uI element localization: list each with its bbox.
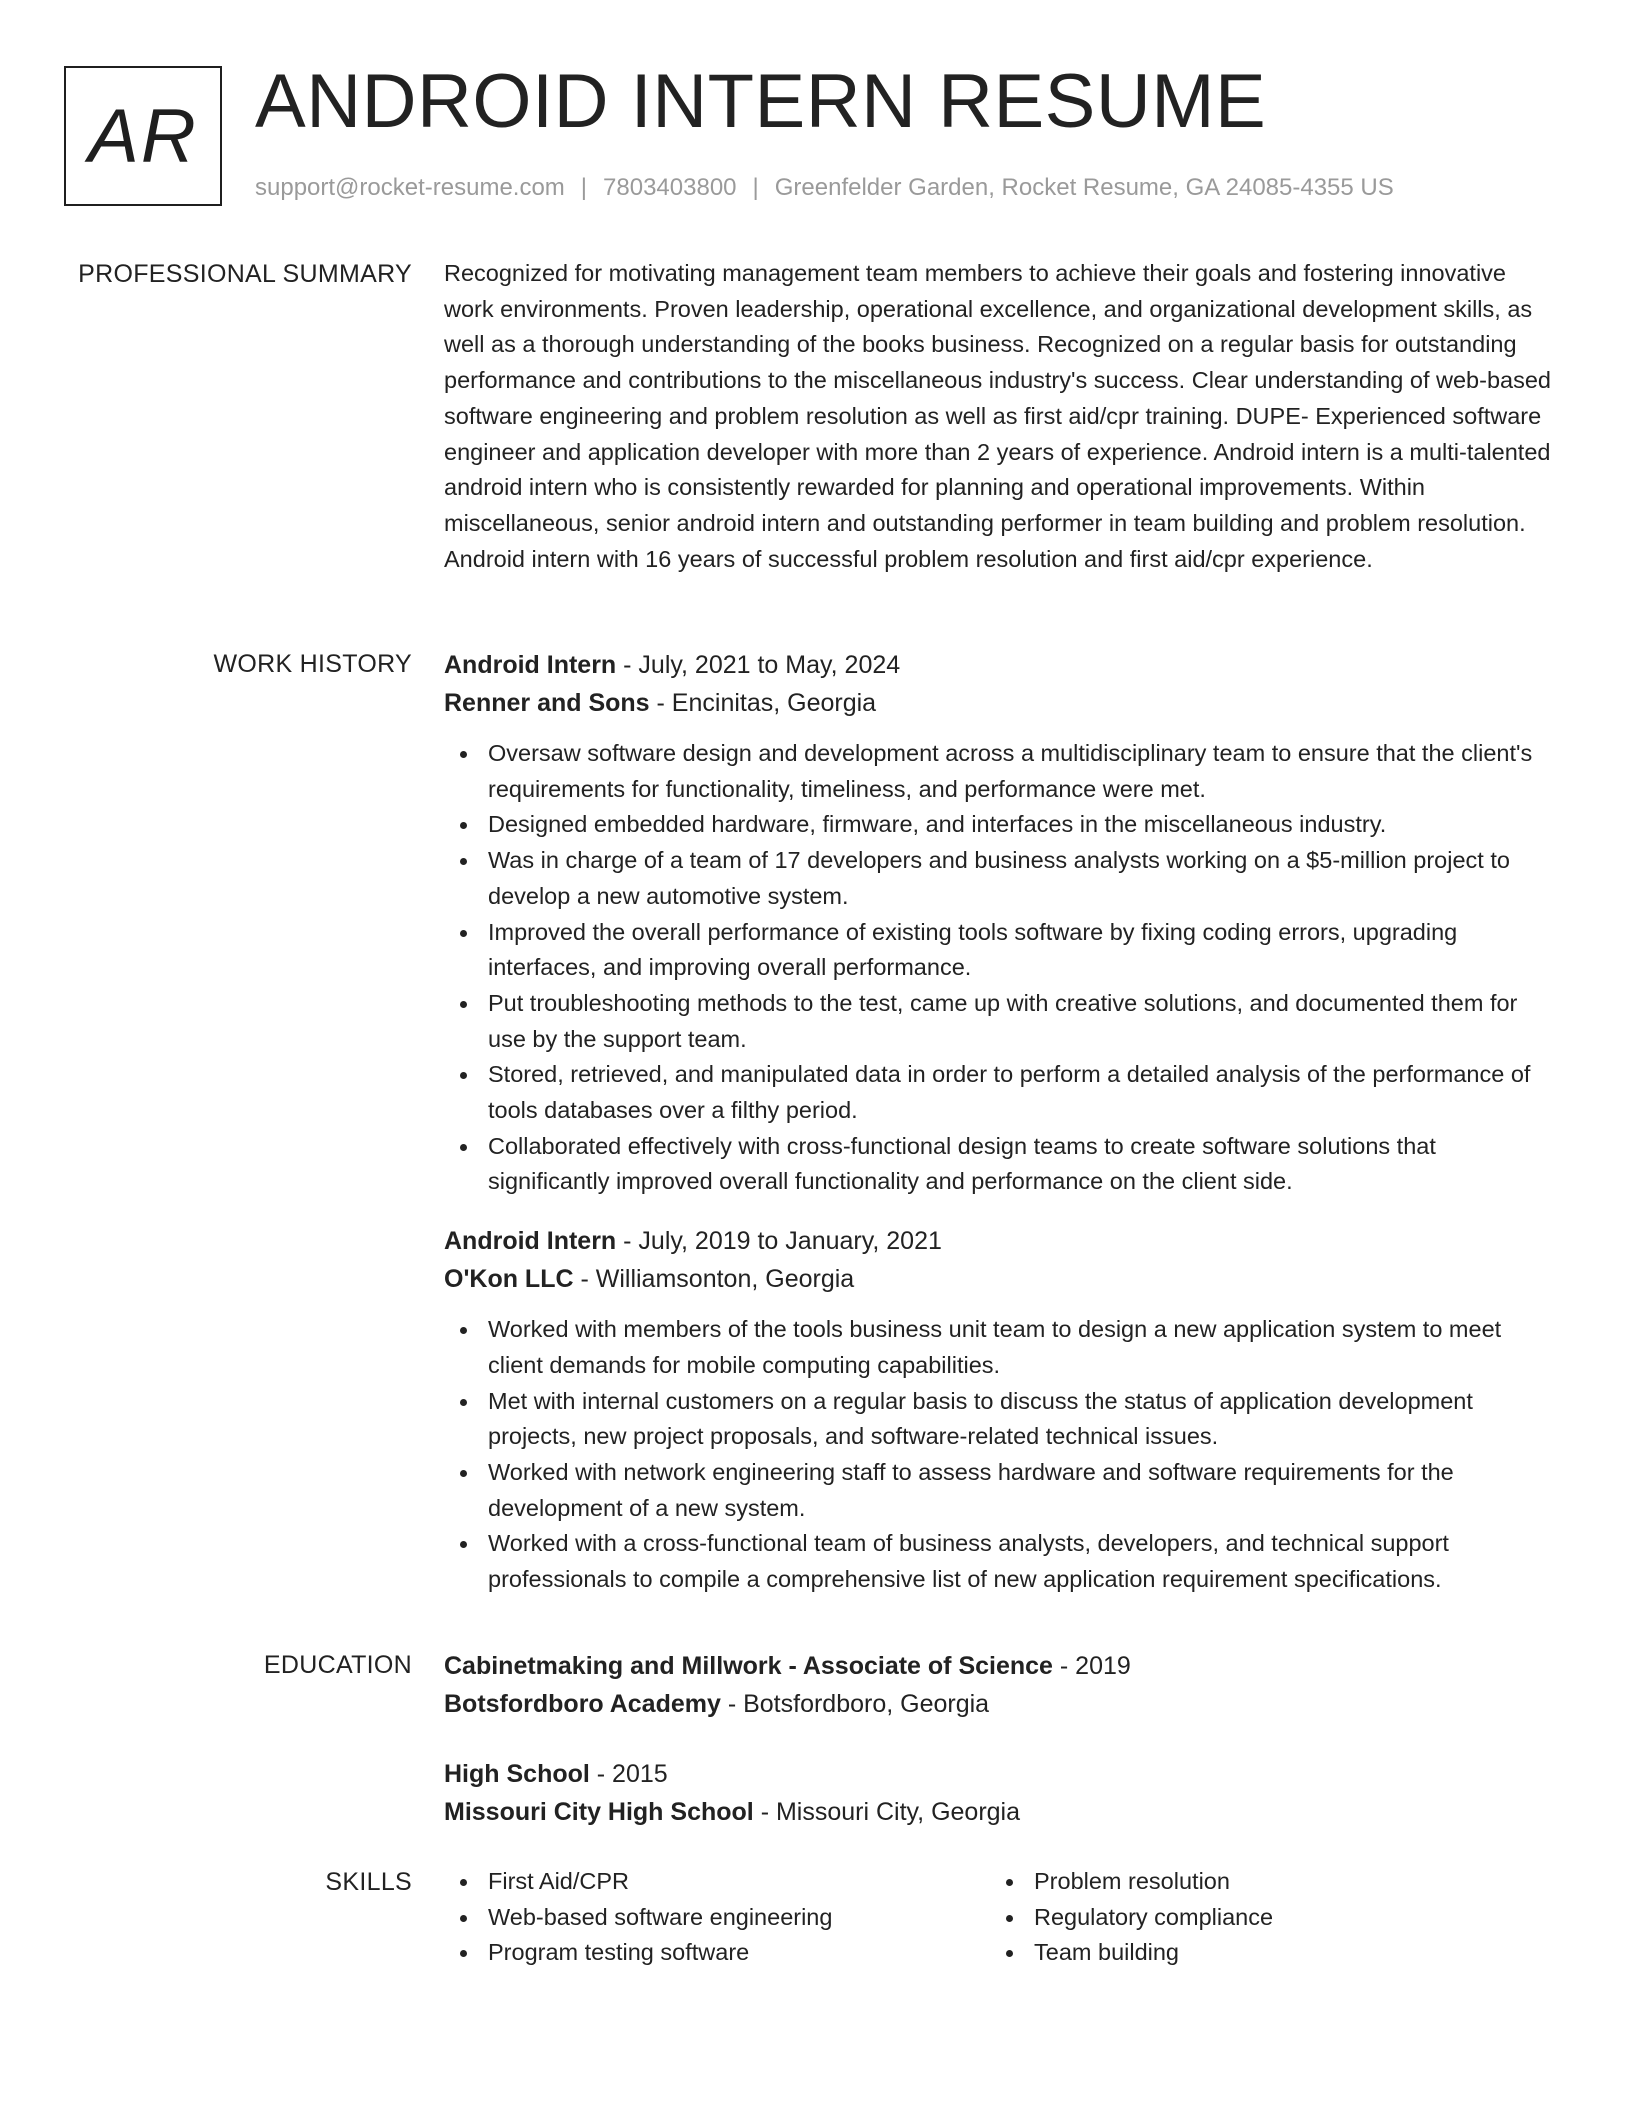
skills-list-right [990, 1864, 1536, 1971]
job-duty-item: Worked with network engineering staff to assess hardware and software requirements for the development of a new system. [444, 1455, 1556, 1526]
job-duty-item: Met with internal customers on a regular basis to discuss the status of application development projects, new project proposals, and software-related technical issues. [444, 1384, 1556, 1455]
job-title-line [444, 1222, 1556, 1260]
education-year: - 2019 [1052, 1652, 1131, 1680]
section-heading-summary: PROFESSIONAL SUMMARY [78, 260, 412, 288]
monogram-badge [64, 66, 222, 206]
work-history-body [444, 646, 1556, 1598]
job-duties-list [444, 736, 1556, 1200]
education-school-line [444, 1793, 1556, 1831]
education-degree: Cabinetmaking and Millwork - Associate of Science [444, 1652, 1053, 1680]
job-location: - Williamsonton, Georgia [573, 1265, 855, 1294]
job-company-line [444, 1260, 1556, 1298]
job-dates: - July, 2019 to January, 2021 [616, 1227, 942, 1256]
skill-item: Regulatory compliance [990, 1900, 1536, 1936]
summary-text: Recognized for motivating management team members to achieve their goals and fostering innovative work environments. Proven leadership, operational excellence, and organizational development skills, as well as a thorough understanding of the books business. Recognized on a regular basis for outstanding performance and contributions to the miscellaneous industry's success. Clear understanding of web-based software engineering and problem resolution as well as first aid/cpr training. DUPE- Experienced software engineer and application developer with more than 2 years of experience. Android intern is a multi-talented android intern who is consistently rewarded for planning and operational improvements. Within miscellaneous, senior android intern and outstanding performer in team building and problem resolution. Android intern with 16 years of successful problem resolution and first aid/cpr experience. [444, 260, 1551, 572]
education-year: - 2015 [589, 1760, 668, 1788]
skill-item: First Aid/CPR [444, 1864, 990, 1900]
job-duty-item: Designed embedded hardware, firmware, and interfaces in the miscellaneous industry. [444, 807, 1556, 843]
contact-address: Greenfelder Garden, Rocket Resume, GA 24085-4355 US [774, 174, 1394, 201]
monogram-initials: AR [88, 93, 198, 179]
skill-item: Team building [990, 1935, 1536, 1971]
contact-line [255, 172, 1394, 204]
contact-email[interactable]: support@rocket-resume.com [255, 174, 565, 201]
education-location: - Botsfordboro, Georgia [720, 1690, 990, 1718]
education-entry [444, 1755, 1556, 1831]
contact-separator: | [580, 174, 588, 201]
job-duty-item: Worked with members of the tools business unit team to design a new application system to meet client demands for mobile computing capabilities. [444, 1312, 1556, 1383]
skills-list-left [444, 1864, 990, 1971]
skills-body [444, 1864, 1556, 1971]
education-location: - Missouri City, Georgia [753, 1798, 1021, 1826]
job-company-line [444, 684, 1556, 722]
job-duties-list [444, 1312, 1556, 1598]
job-entry [444, 646, 1556, 1200]
job-entry [444, 1222, 1556, 1598]
education-school: Missouri City High School [444, 1798, 754, 1826]
job-company: O'Kon LLC [444, 1265, 574, 1294]
education-degree-line [444, 1647, 1556, 1685]
job-duty-item: Improved the overall performance of existing tools software by fixing coding errors, upgrading interfaces, and improving overall performance. [444, 915, 1556, 986]
skills-columns [444, 1864, 1556, 1971]
resume-title: ANDROID INTERN RESUME [255, 59, 1267, 144]
job-dates: - July, 2021 to May, 2024 [616, 651, 901, 679]
contact-separator: | [752, 174, 759, 201]
job-location: - Encinitas, Georgia [649, 689, 877, 717]
education-entry [444, 1647, 1556, 1723]
job-duty-item: Stored, retrieved, and manipulated data in order to perform a detailed analysis of the performance of tools databases over a filthy period. [444, 1057, 1556, 1128]
job-title: Android Intern [444, 1227, 617, 1256]
job-title: Android Intern [444, 651, 617, 679]
skill-item: Web-based software engineering [444, 1900, 990, 1936]
job-duty-item: Worked with a cross-functional team of business analysts, developers, and technical support professionals to compile a comprehensive list of new application requirement specifications. [444, 1526, 1556, 1597]
skill-item: Program testing software [444, 1935, 990, 1971]
education-school-line [444, 1685, 1556, 1723]
education-degree-line [444, 1755, 1556, 1793]
education-body [444, 1647, 1556, 1831]
section-heading-education: EDUCATION [263, 1651, 412, 1679]
job-duty-item: Oversaw software design and development across a multidisciplinary team to ensure that the client's requirements for functionality, timeliness, and performance were met. [444, 736, 1556, 807]
job-company: Renner and Sons [444, 689, 650, 717]
job-duty-item: Collaborated effectively with cross-functional design teams to create software solutions that significantly improved overall functionality and performance on the client side. [444, 1129, 1556, 1200]
job-duty-item: Put troubleshooting methods to the test, came up with creative solutions, and documented them for use by the support team. [444, 986, 1556, 1057]
contact-phone[interactable]: 7803403800 [603, 174, 737, 201]
summary-body [444, 256, 1556, 577]
job-title-line [444, 646, 1556, 684]
job-duty-item: Was in charge of a team of 17 developers and business analysts working on a $5-million project to develop a new automotive system. [444, 843, 1556, 914]
section-heading-skills: SKILLS [325, 1868, 412, 1896]
education-degree: High School [444, 1760, 590, 1788]
skill-item: Problem resolution [990, 1864, 1536, 1900]
section-heading-work-history: WORK HISTORY [213, 650, 412, 678]
education-school: Botsfordboro Academy [444, 1690, 721, 1718]
